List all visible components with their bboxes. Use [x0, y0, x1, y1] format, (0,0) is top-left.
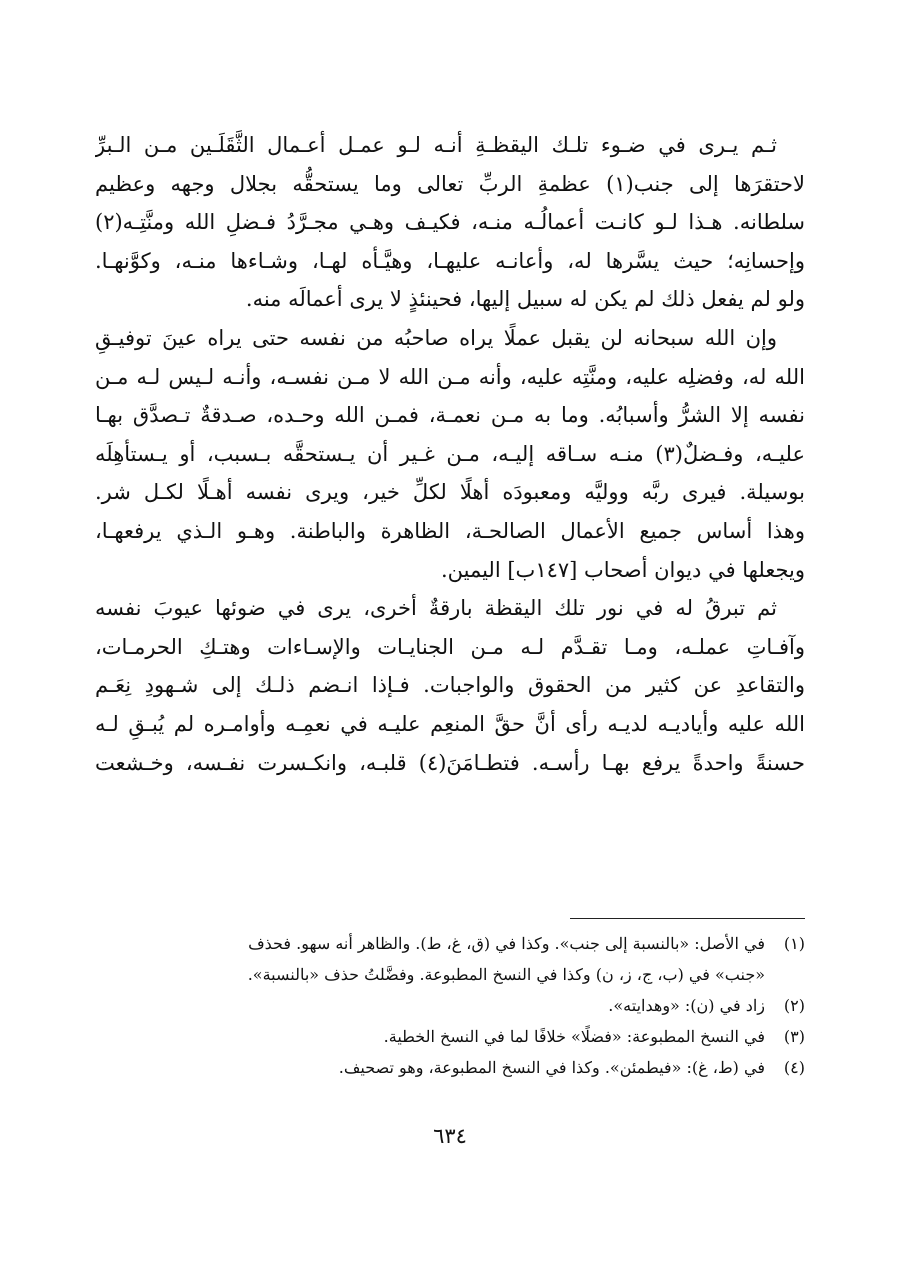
- text-line: ثـم يـرى في ضـوء تلـك اليقظـةِ أنـه لـو عمـل أعـمال الثَّقَلَـين مـن الـبرِّ: [95, 133, 777, 157]
- text-line: وإحسانِه؛ حيث يسَّرها له، وأعانـه عليهـا، وهيَّـأه لهـا، وشـاءها منـه، وكوَّنهـا.: [95, 248, 805, 273]
- text-line: وآفـاتِ عملـه، ومـا تقـدَّم لـه مـن الجنايـات والإسـاءات وهتـكِ الحرمـات،: [95, 634, 805, 659]
- text-line: وإن الله سبحانه لن يقبل عملًا يراه صاحبُه من نفسه حتى يراه عينَ توفيـقِ: [95, 325, 777, 350]
- footnote-text: في الأصل: «بالنسبة إلى جنب». وكذا في (ق، غ، ط). والظاهر أنه سهو. فحذف: [248, 934, 765, 953]
- text-line: نفسه إلا الشرُّ وأسبابُه. وما به مـن نعمـة، فمـن الله وحـده، صـدقةٌ تـصدَّق بهـا: [95, 403, 805, 428]
- text-line: الله له، وفضلِه عليه، ومنَّتِه عليه، وأنه مـن الله لا مـن نفسـه، وأنـه لـيس لـه مـن: [95, 364, 805, 389]
- footnote-text: في النسخ المطبوعة: «فضلًا» خلافًا لما في النسخ الخطية.: [383, 1027, 765, 1046]
- text-line: ثم تبرقُ له في نور تلك اليقظة بارقةٌ أخرى، يرى في ضوئها عيوبَ نفسه: [95, 596, 777, 621]
- text-line: ولو لم يفعل ذلك لم يكن له سبيل إليها، فحينئذٍ لا يرى أعمالَه منه.: [245, 287, 805, 312]
- footnote-1-continued: «جنب» في (ب، ج، ز، ن) وكذا في النسخ المطبوعة. وفضَّلتُ حذف «بالنسبة».: [247, 965, 765, 984]
- footnote-4: [95, 1052, 805, 1083]
- footnote-number: (١): [783, 934, 805, 953]
- footnote-number: (٤): [783, 1058, 805, 1077]
- footnote-text: في (ط، غ): «فيطمئن». وكذا في النسخ المطبوعة، وهو تصحيف.: [338, 1058, 765, 1077]
- text-line: الله عليه وأياديـه لديـه رأى أنَّ حقَّ المنعِم عليـه في نعمِـه وأوامـره لم يُبـقِ لـه: [95, 711, 805, 736]
- footnote-divider: [570, 918, 805, 919]
- footnote-3: [95, 1021, 805, 1052]
- page-number: ٦٣٤: [433, 1124, 467, 1148]
- text-line: بوسيلة. فيرى ربَّه ووليَّه ومعبودَه أهلًا لكلِّ خير، ويرى نفسه أهـلًا لكـل شر.: [95, 480, 805, 505]
- text-line: سلطانه. هـذا لـو كانـت أعمالُـه منـه، فكيـف وهـي مجـرَّدُ فـضلِ الله ومنَّتِـه(٢): [95, 210, 805, 235]
- main-text: [95, 126, 805, 782]
- text-line: والتقاعدِ عن كثير من الحقوق والواجبات. فـإذا انـضم ذلـك إلى شـهودِ نِعَـم: [95, 673, 805, 698]
- text-line: وهذا أساس جميع الأعمال الصالحـة، الظاهرة والباطنة. وهـو الـذي يرفعهـا،: [95, 518, 805, 543]
- footnotes: [95, 928, 805, 1083]
- text-line: لاحتقرَها إلى جنب(١) عظمةِ الربِّ تعالى وما يستحقُّه بجلال وجهه وعظيم: [95, 171, 805, 196]
- footnote-number: (٣): [783, 1027, 805, 1046]
- text-line: ويجعلها في ديوان أصحاب [١٤٧ب] اليمين.: [440, 557, 805, 582]
- footnote-1: [95, 928, 805, 959]
- footnote-text: زاد في (ن): «وهدايته».: [608, 996, 765, 1015]
- footnote-2: [95, 990, 805, 1021]
- text-line: حسنةً واحدةً يرفع بهـا رأسـه. فتطـامَنَ(٤) قلبـه، وانكـسرت نفـسه، وخـشعت: [95, 750, 805, 775]
- footnote-number: (٢): [783, 996, 805, 1015]
- text-line: عليـه، وفـضلٌ(٣) منـه سـاقه إليـه، مـن غـير أن يـستحقَّه بـسبب، أو يـستأهِلَه: [95, 441, 805, 466]
